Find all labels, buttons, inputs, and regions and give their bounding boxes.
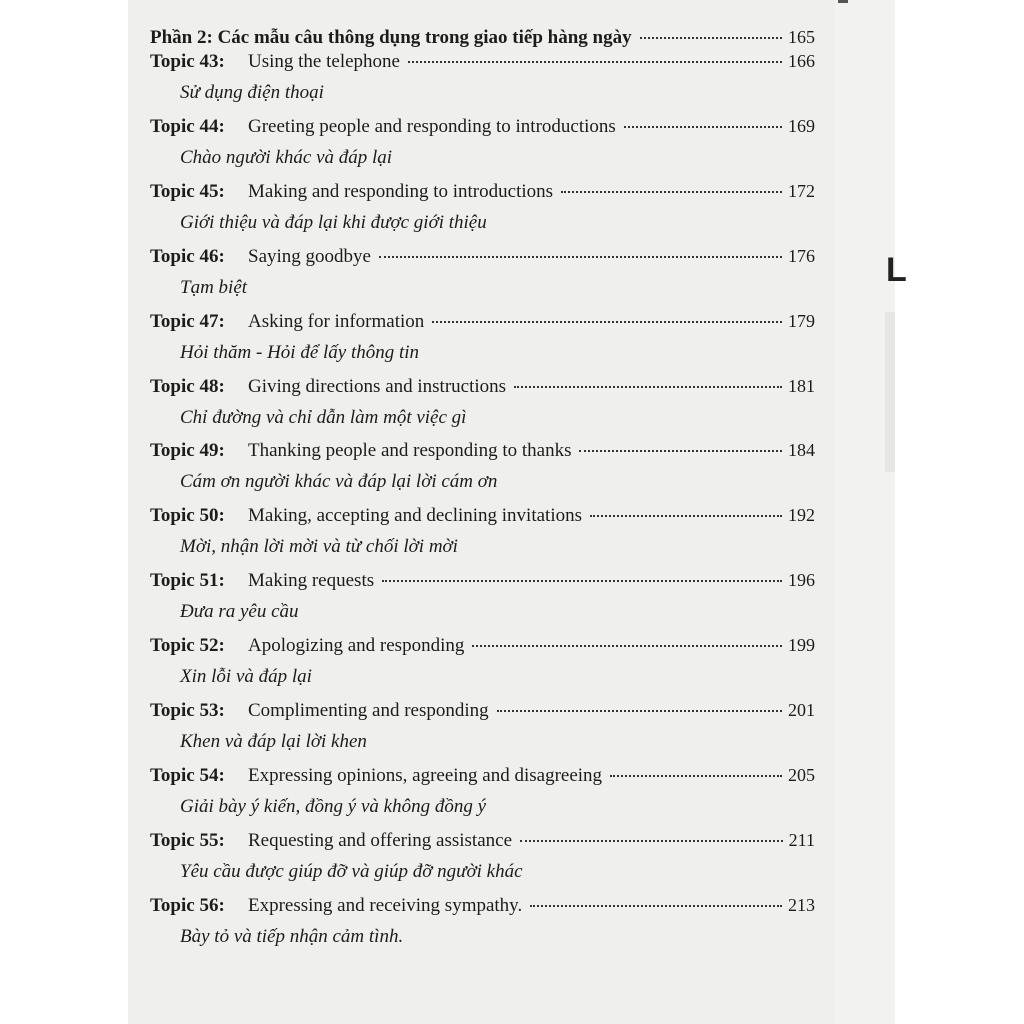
topic-page-number: 176 (788, 245, 815, 266)
leader-dots (408, 61, 782, 63)
toc-entry (150, 569, 815, 592)
topic-page-number: 196 (788, 570, 815, 591)
topic-page-number: 166 (788, 51, 815, 71)
topic-label: Topic 48: (150, 375, 225, 397)
topic-title: Making and responding to introductions (248, 180, 554, 202)
leader-dots (610, 775, 782, 777)
topic-title: Thanking people and responding to thanks (248, 440, 572, 462)
topic-label: Topic 54: (150, 764, 225, 786)
toc-entry (150, 504, 815, 527)
facing-page-letter: L (886, 251, 907, 289)
toc-entry (150, 439, 815, 462)
topic-page-number: 169 (788, 115, 815, 136)
toc-entry (150, 180, 815, 203)
topic-label: Topic 55: (150, 829, 225, 851)
topic-page-number: 179 (788, 310, 815, 331)
topic-vietnamese-title: Bày tỏ và tiếp nhận cảm tình. (180, 925, 404, 947)
leader-dots (382, 580, 782, 582)
section-heading-title: Phần 2: Các mẫu câu thông dụng trong giao tiếp hàng ngày (150, 27, 632, 48)
facing-page-block (885, 312, 895, 472)
page-edge (835, 0, 907, 1024)
topic-label: Topic 46: (150, 245, 225, 267)
topic-vietnamese-title: Mời, nhận lời mời và từ chối lời mời (180, 536, 458, 558)
leader-dots (514, 386, 782, 388)
toc-entry (150, 829, 815, 852)
topic-vietnamese-title: Tạm biệt (180, 276, 248, 298)
topic-page-number: 201 (788, 700, 815, 720)
topic-title: Expressing and receiving sympathy. (248, 894, 523, 916)
topic-label: Topic 44: (150, 115, 225, 137)
topic-title: Greeting people and responding to introductions (248, 115, 616, 137)
topic-title: Making requests (248, 570, 375, 592)
topic-label: Topic 52: (150, 635, 225, 657)
topic-vietnamese-title: Khen và đáp lại lời khen (180, 731, 367, 752)
topic-label: Topic 50: (150, 505, 225, 527)
leader-dots (530, 905, 782, 907)
topic-page-number: 172 (788, 180, 815, 201)
topic-label: Topic 53: (150, 700, 225, 721)
topic-page-number: 192 (788, 505, 815, 526)
topic-label: Topic 43: (150, 51, 225, 72)
topic-page-number: 199 (788, 635, 815, 656)
leader-dots (497, 710, 782, 712)
topic-vietnamese-title: Giải bày ý kiến, đồng ý và không đồng ý (180, 795, 487, 817)
topic-vietnamese-title: Giới thiệu và đáp lại khi được giới thiệu (180, 211, 487, 233)
leader-dots (432, 321, 782, 323)
topic-page-number: 205 (788, 764, 815, 785)
topic-title: Giving directions and instructions (248, 375, 507, 397)
section-heading-page: 165 (788, 27, 815, 47)
leader-dots (590, 515, 782, 517)
section-heading (150, 26, 815, 49)
toc-entry (150, 894, 815, 917)
toc-entry (150, 634, 815, 657)
toc-entry (150, 115, 815, 138)
topic-label: Topic 49: (150, 440, 225, 462)
topic-title: Saying goodbye (248, 245, 371, 267)
leader-dots (561, 191, 782, 193)
leader-dots (379, 256, 782, 258)
toc-entry (150, 245, 815, 268)
toc-entry (150, 50, 815, 73)
leader-dots (640, 37, 782, 39)
topic-title: Apologizing and responding (248, 635, 465, 657)
topic-label: Topic 56: (150, 894, 225, 916)
topic-title: Complimenting and responding (248, 700, 489, 721)
leader-dots (579, 450, 782, 452)
toc-entry (150, 764, 815, 787)
topic-title: Making, accepting and declining invitations (248, 505, 583, 527)
topic-vietnamese-title: Cám ơn người khác và đáp lại lời cám ơn (180, 471, 498, 493)
topic-vietnamese-title: Chào người khác và đáp lại (180, 146, 393, 168)
topic-vietnamese-title: Yêu cầu được giúp đỡ và giúp đỡ người khác (180, 860, 523, 882)
toc-entry (150, 310, 815, 333)
topic-label: Topic 45: (150, 180, 225, 202)
topic-page-number: 184 (788, 440, 815, 461)
topic-label: Topic 51: (150, 570, 225, 592)
topic-label: Topic 47: (150, 310, 225, 332)
leader-dots (624, 126, 782, 128)
leader-dots (520, 840, 783, 842)
toc-entry (150, 375, 815, 398)
page-top-mark (838, 0, 848, 3)
topic-page-number: 213 (788, 894, 815, 915)
topic-title: Using the telephone (248, 51, 400, 72)
leader-dots (472, 645, 782, 647)
topic-vietnamese-title: Sử dụng điện thoại (180, 82, 324, 103)
toc-entry (150, 699, 815, 722)
topic-vietnamese-title: Hỏi thăm - Hỏi để lấy thông tin (180, 341, 420, 363)
topic-vietnamese-title: Chỉ đường và chỉ dẫn làm một việc gì (180, 406, 467, 428)
topic-title: Expressing opinions, agreeing and disagreeing (248, 764, 603, 786)
topic-page-number: 181 (788, 375, 815, 396)
topic-title: Requesting and offering assistance (248, 829, 512, 851)
topic-title: Asking for information (248, 310, 425, 332)
topic-vietnamese-title: Đưa ra yêu cầu (180, 601, 299, 623)
topic-vietnamese-title: Xin lỗi và đáp lại (180, 666, 312, 688)
topic-page-number: 211 (788, 829, 815, 850)
